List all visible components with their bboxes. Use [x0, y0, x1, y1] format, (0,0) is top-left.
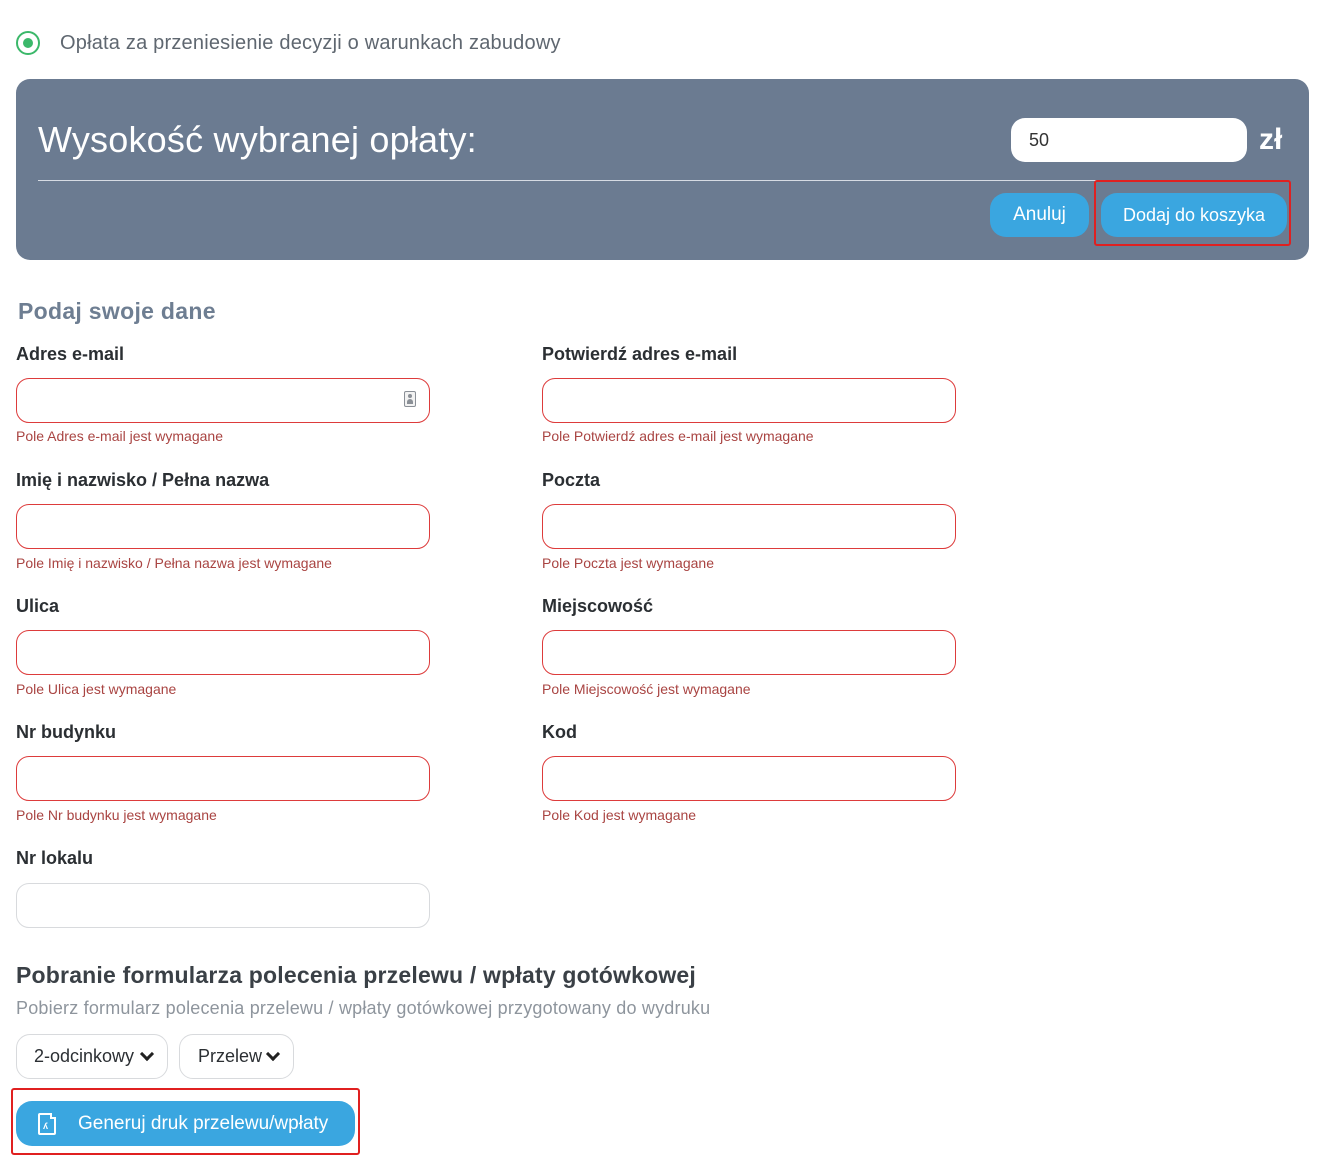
radio-button[interactable] — [16, 31, 40, 55]
street-field[interactable] — [16, 630, 430, 675]
generate-section-subtitle: Pobierz formularz polecenia przelewu / wpłaty gotówkowej przygotowany do wydruku — [16, 998, 711, 1018]
payment-type-selected-value: Przelew — [198, 1046, 263, 1066]
full-name-label: Imię i nazwisko / Pełna nazwa — [16, 470, 270, 490]
confirm-email-label: Potwierdź adres e-mail — [542, 344, 738, 364]
chevron-down-icon — [266, 1047, 280, 1061]
confirm-email-error: Pole Potwierdź adres e-mail jest wymagane — [542, 428, 814, 444]
postal-code-error: Pole Kod jest wymagane — [542, 807, 697, 823]
post-office-field[interactable] — [542, 504, 956, 549]
full-name-error: Pole Imię i nazwisko / Pełna nazwa jest wymagane — [16, 555, 332, 571]
postal-code-field[interactable] — [542, 756, 956, 801]
city-label: Miejscowość — [542, 596, 654, 616]
postal-code-label: Kod — [542, 722, 577, 742]
highlight-box-generate — [11, 1088, 360, 1155]
contact-card-icon[interactable] — [404, 391, 416, 407]
street-label: Ulica — [16, 596, 60, 616]
city-error: Pole Miejscowość jest wymagane — [542, 681, 751, 697]
currency-label: zł — [1259, 123, 1283, 156]
fee-panel-title: Wysokość wybranej opłaty: — [38, 119, 477, 160]
city-field[interactable] — [542, 630, 956, 675]
generate-button-label: Generuj druk przelewu/wpłaty — [78, 1112, 329, 1134]
cancel-button[interactable]: Anuluj — [990, 193, 1089, 237]
post-office-error: Pole Poczta jest wymagane — [542, 555, 714, 571]
building-number-label: Nr budynku — [16, 722, 117, 742]
email-error: Pole Adres e-mail jest wymagane — [16, 428, 223, 444]
full-name-field[interactable] — [16, 504, 430, 549]
form-type-select[interactable] — [16, 1034, 168, 1079]
add-to-cart-button[interactable]: Dodaj do koszyka — [1101, 193, 1287, 237]
form-type-selected-value: 2-odcinkowy — [34, 1046, 135, 1066]
building-number-field[interactable] — [16, 756, 430, 801]
email-label: Adres e-mail — [16, 344, 125, 364]
file-pdf-icon: ʎ — [38, 1113, 56, 1135]
street-error: Pole Ulica jest wymagane — [16, 681, 177, 697]
confirm-email-field[interactable] — [542, 378, 956, 423]
post-office-label: Poczta — [542, 470, 601, 490]
generate-section-title: Pobranie formularza polecenia przelewu / wpłaty gotówkowej — [16, 962, 697, 988]
apartment-number-field[interactable] — [16, 883, 430, 928]
apartment-number-label: Nr lokalu — [16, 848, 94, 868]
fee-option-label: Opłata za przeniesienie decyzji o warunkach zabudowy — [60, 31, 561, 54]
building-number-error: Pole Nr budynku jest wymagane — [16, 807, 217, 823]
radio-selected-dot — [23, 38, 33, 48]
amount-input[interactable] — [1011, 118, 1247, 162]
email-field[interactable] — [16, 378, 430, 423]
form-section-title: Podaj swoje dane — [18, 298, 216, 324]
chevron-down-icon — [140, 1047, 154, 1061]
fee-option[interactable] — [16, 28, 561, 58]
highlight-box-add-to-cart — [1094, 180, 1291, 246]
payment-type-select[interactable] — [179, 1034, 294, 1079]
